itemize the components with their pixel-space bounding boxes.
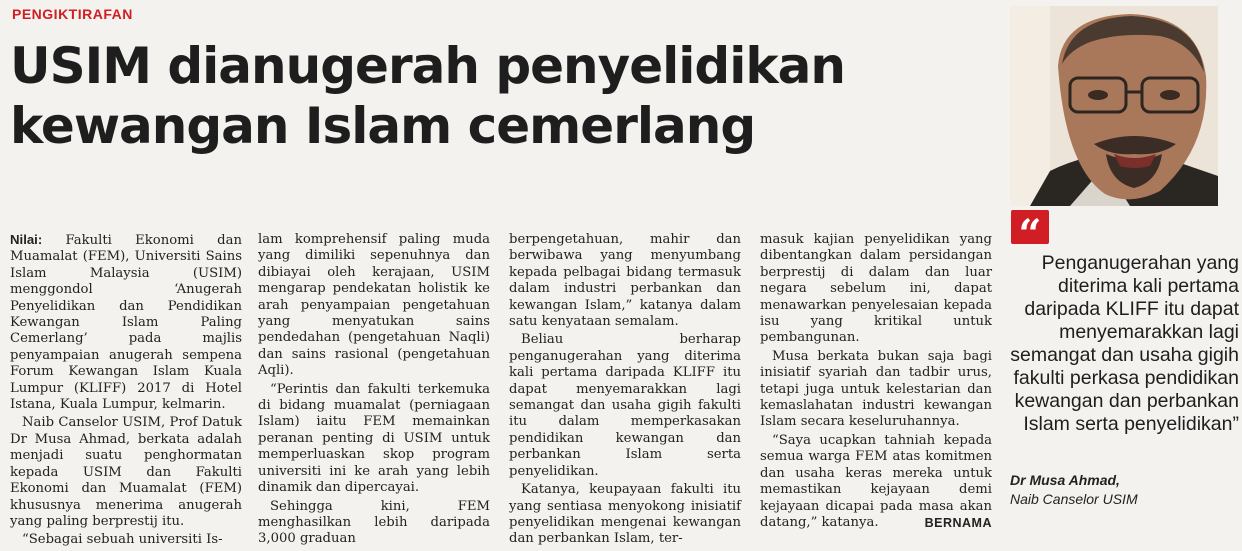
paragraph [760, 433, 992, 531]
paragraph: “Perintis dan fakulti terkemuka di bidang muamalat (perniagaan Islam) iaitu FEM memainkan peranan penting di USIM untuk memperluaskan skop program universiti ini ke arah yang lebih dinamik dan dipercayai. [258, 381, 490, 496]
headline-line-2: kewangan Islam cemerlang [10, 97, 756, 155]
paragraph: lam komprehensif paling muda yang dimiliki sepenuhnya dan dibiayai oleh kerajaan, USIM mengarap pendekatan holistik ke arah penyampaian pengetahuan yang menyatukan sains pendedahan (pengetahuan Naqli) dan sains rasional (pengetahuan Aqli). [258, 232, 490, 379]
paragraph: Musa berkata bukan saja bagi inisiatif syariah dan tadbir urus, tetapi juga untuk kelestarian dan kemaslahatan industri kewangan Islam secara keseluruhannya. [760, 348, 992, 430]
byline: BERNAMA [924, 515, 992, 530]
headline-line-1: USIM dianugerah penyelidikan [10, 37, 845, 95]
paragraph: Sehingga kini, FEM menghasilkan lebih daripada 3,000 graduan [258, 498, 490, 547]
article-column-4 [760, 232, 992, 533]
paragraph: Naib Canselor USIM, Prof Datuk Dr Musa Ahmad, berkata adalah menjadi suatu penghormatan kepada USIM dan Fakulti Ekonomi dan Muamalat (FEM) khususnya menerima anugerah yang paling berprestij itu. [10, 415, 242, 529]
paragraph-text: Fakulti Ekonomi dan Muamalat (FEM), Universiti Sains Islam Malaysia (USIM) menggondol ‘Anugerah Penyelidikan dan Pendidikan Kewangan Islam Paling Cemerlang’ pada majlis penyampaian anugerah sempena Forum Kewangan Islam Kuala Lumpur (KLIFF) 2017 di Hotel Istana, Kuala Lumpur, kelmarin. [10, 233, 242, 413]
paragraph: masuk kajian penyelidikan yang dibentangkan dalam persidangan berprestij di dalam dan luar negara sebelum ini, dapat menawarkan penyelesaian kepada isu yang kritikal untuk pembangunan. [760, 232, 992, 346]
article-column-3 [509, 232, 741, 550]
paragraph: berpengetahuan, mahir dan berwibawa yang menyumbang kepada pelbagai bidang termasuk dalam industri perbankan dan kewangan Islam,” katanya dalam satu kenyataan semalam. [509, 232, 741, 330]
section-kicker: PENGIKTIRAFAN [12, 6, 133, 22]
paragraph-text: “Saya ucapkan tahniah kepada semua warga FEM atas komitmen dan usaha keras mereka untuk memastikan kejayaan demi kejayaan dicapai pada masa akan datang,” katanya. [760, 432, 992, 530]
quote-mark-icon: “ [1011, 210, 1049, 244]
headline [10, 36, 990, 156]
dateline: Nilai: [10, 232, 43, 247]
paragraph: “Sebagai sebuah universiti Is- [22, 532, 223, 548]
portrait-photo [1010, 6, 1218, 206]
paragraph: Katanya, keupayaan fakulti itu yang sentiasa menyokong inisiatif penyelidikan mengenai kewangan dan perbankan Islam, ter- [509, 482, 741, 547]
quote-attribution-name: Dr Musa Ahmad, [1010, 472, 1120, 488]
quote-attribution-role: Naib Canselor USIM [1010, 491, 1138, 507]
pull-quote: Penganugerahan yang diterima kali pertama daripada KLIFF itu dapat menyemarakkan lagi semangat dan usaha gigih fakulti perkasa pendidikan kewangan dan perbankan Islam serta penyelidikan” [1010, 252, 1239, 435]
paragraph: Beliau berharap penganugerahan yang diterima kali pertama daripada KLIFF itu dapat menyemarakkan lagi semangat dan usaha gigih fakulti itu dalam memperkasakan pendidikan kewangan dan perbankan Islam serta penyelidikan. [509, 332, 741, 479]
article-column-1 [10, 232, 242, 551]
article-column-2 [258, 232, 490, 550]
paragraph [10, 232, 242, 413]
portrait-illustration [1010, 6, 1218, 206]
